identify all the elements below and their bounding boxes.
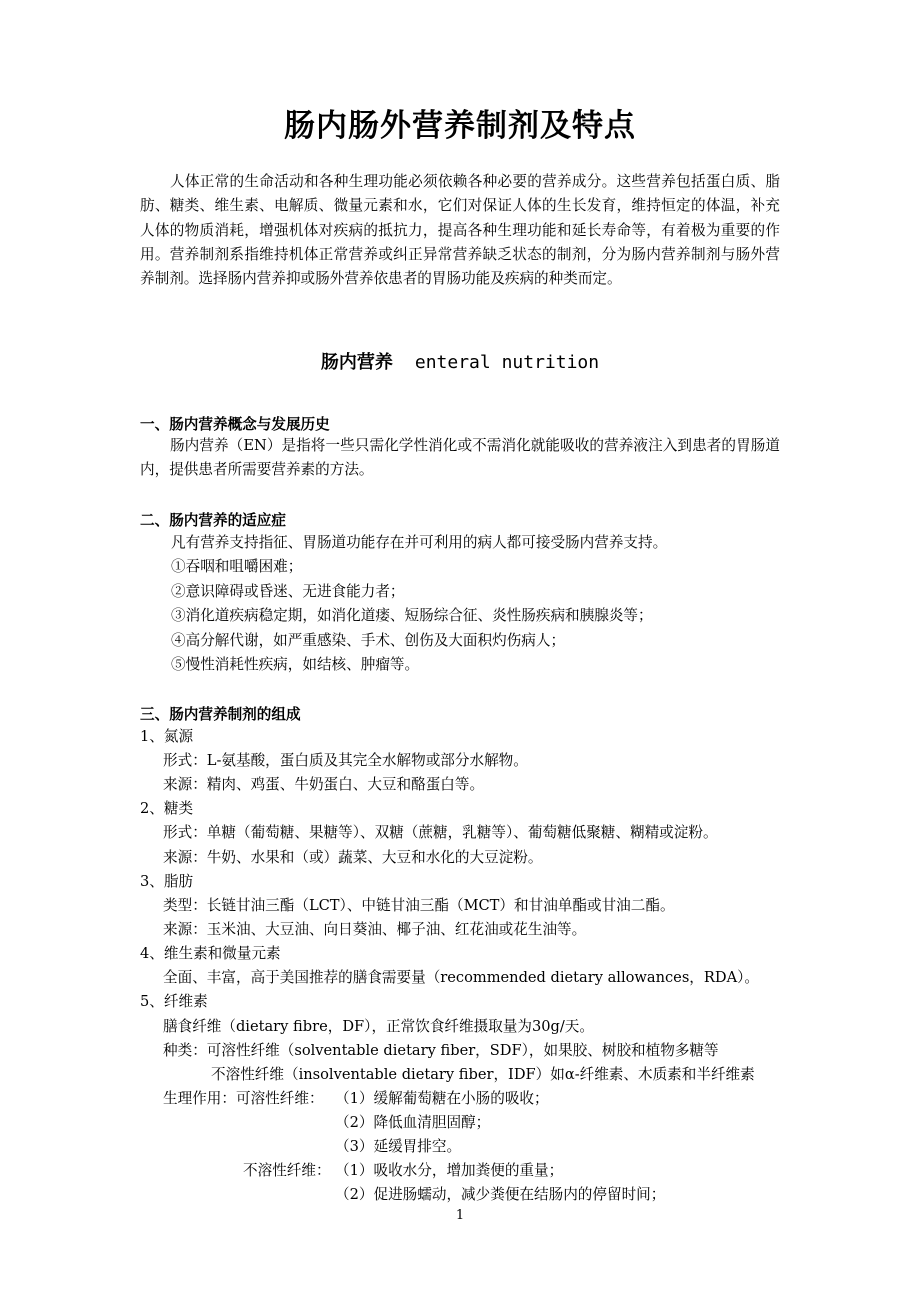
s2-item: ④高分解代谢，如严重感染、手术、创伤及大面积灼伤病人； [171,632,566,649]
s3-sugar-form: 形式：单糖（葡萄糖、果糖等）、双糖（蔗糖，乳糖等）、葡萄糖低聚糖、糊精或淀粉。 [163,824,718,841]
document-title: 肠内肠外营养制剂及特点 [284,108,636,144]
s2-item: ①吞咽和咀嚼困难； [171,558,303,575]
s3-fiber-types: 种类：可溶性纤维（solventable dietary fiber，SDF），如果胶、树胶和植物多糖等 [163,1042,719,1059]
s3-sugar: 2、糖类 [140,800,194,817]
s3-fat: 3、脂肪 [140,873,194,890]
s1-paragraph: 肠内营养（EN）是指将一些只需化学性消化或不需消化就能吸收的营养液注入到患者的胃肠道内，提供患者所需要营养素的方法。 [140,437,780,479]
s2-item: ②意识障碍或昏迷、无进食能力者； [171,583,405,600]
s3-fiber-effect-label: 生理作用：可溶性纤维： [163,1090,324,1107]
s3-fat-source: 来源：玉米油、大豆油、向日葵油、椰子油、红花油或花生油等。 [163,921,587,938]
s3-vitamin-text: 全面、丰富，高于美国推荐的膳食需要量（recommended dietary allowances，RDA）。 [163,969,760,986]
section-title-cn: 肠内营养 [320,352,393,373]
intro-paragraph: 人体正常的生命活动和各种生理功能必须依赖各种必要的营养成分。这些营养包括蛋白质、脂肪、糖类、维生素、电解质、微量元素和水，它们对保证人体的生长发育，维持恒定的体温，补充人体的物质消耗，增强机体对疾病的抵抗力，提高各种生理功能和延长寿命等，有着极为重要的作用。营养制剂系指维持机体正常营养或纠正异常营养缺乏状态的制剂，分为肠内营养制剂与肠外营养制剂。选择肠内营养抑或肠外营养依患者的胃肠功能及疾病的种类而定。 [140,173,780,288]
s3-sugar-source: 来源：牛奶、水果和（或）蔬菜、大豆和水化的大豆淀粉。 [163,849,543,866]
s3-fiber: 5、纤维素 [140,993,208,1010]
s3-fat-type: 类型：长链甘油三酯（LCT）、中链甘油三酯（MCT）和甘油单酯或甘油二酯。 [163,897,675,914]
s3-fiber-insoluble: 不溶性纤维（insolventable dietary fiber，IDF）如α-纤维素、木质素和半纤维素 [211,1066,755,1083]
s3-nitrogen-source: 来源：精肉、鸡蛋、牛奶蛋白、大豆和酪蛋白等。 [163,776,485,793]
s2-item: ⑤慢性消耗性疾病，如结核、肿瘤等。 [171,656,420,673]
heading-s3: 三、肠内营养制剂的组成 [140,706,301,723]
heading-s2: 二、肠内营养的适应症 [140,512,286,529]
s3-nitrogen-form: 形式：L-氨基酸，蛋白质及其完全水解物或部分水解物。 [163,752,528,769]
s3-insoluble-effect: （1）吸收水分，增加粪便的重量； [335,1162,564,1179]
s3-vitamin: 4、维生素和微量元素 [140,945,281,962]
s3-nitrogen: 1、氮源 [140,728,194,745]
s3-insoluble-label: 不溶性纤维： [243,1162,331,1179]
s2-item: ③消化道疾病稳定期，如消化道瘘、短肠综合征、炎性肠疾病和胰腺炎等； [171,607,653,624]
page-number: 1 [455,1208,465,1223]
s3-fiber-effect: （3）延缓胃排空。 [335,1138,462,1155]
section-title-en: enteral nutrition [414,352,600,373]
s2-lead: 凡有营养支持指征、胃肠道功能存在并可利用的病人都可接受肠内营养支持。 [171,534,668,551]
s3-insoluble-effect: （2）促进肠蠕动，减少粪便在结肠内的停留时间； [335,1186,666,1203]
s3-fiber-effect: （1）缓解葡萄糖在小肠的吸收； [335,1090,549,1107]
section-title [0,348,920,374]
s3-fiber-effect: （2）降低血清胆固醇； [335,1114,491,1131]
s3-fiber-def: 膳食纤维（dietary fibre，DF），正常饮食纤维摄取量为30g/天。 [163,1018,594,1035]
heading-s1: 一、肠内营养概念与发展历史 [140,416,330,433]
